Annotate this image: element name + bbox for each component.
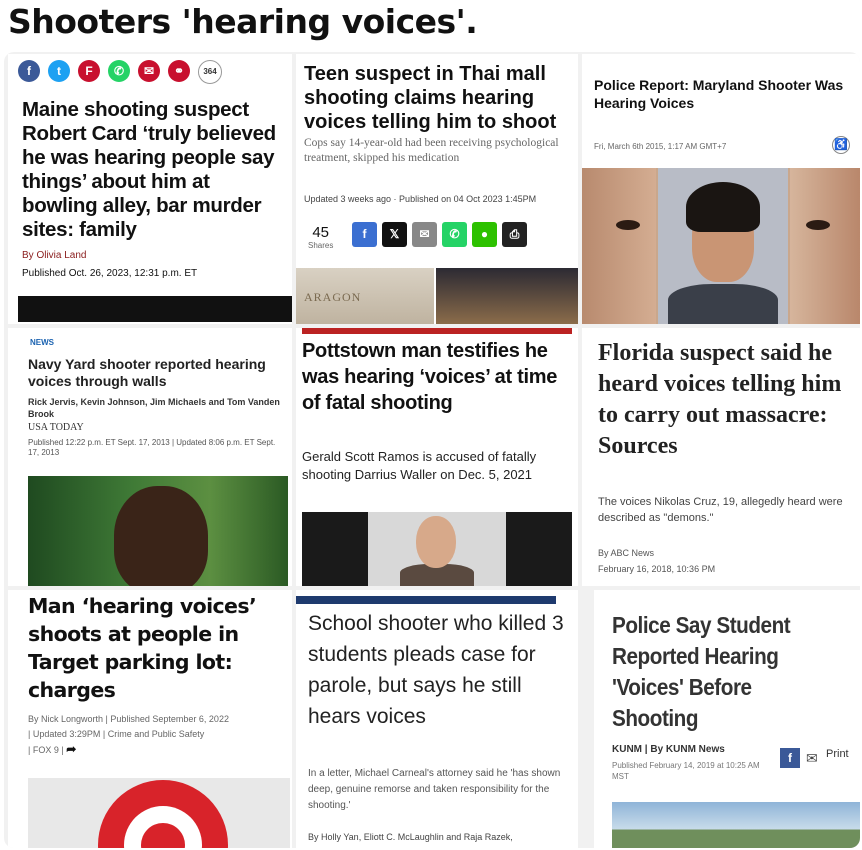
outlet: USA TODAY <box>28 422 84 433</box>
suspect-photo <box>582 168 860 324</box>
whatsapp-icon[interactable]: ✆ <box>442 222 467 247</box>
share-icons <box>18 60 222 84</box>
article-school-shooter <box>296 590 578 848</box>
article-florida <box>582 328 860 586</box>
byline: By ABC News <box>598 548 655 558</box>
headline[interactable]: Man ‘hearing voices’ shoots at people in Target parking lot: charges <box>28 594 257 702</box>
published-date: Published 12:22 p.m. ET Sept. 17, 2013 | Updated 8:06 p.m. ET Sept. 17, 2013 <box>28 438 276 457</box>
share-arrow-icon[interactable]: ➦ <box>66 742 77 756</box>
headline[interactable]: Maine shooting suspect Robert Card ‘truly believed he was hearing people say things’ about him at bowling alley, bar murder sites: family <box>22 98 276 241</box>
published-date: Published February 14, 2019 at 10:25 AM MST <box>612 761 760 781</box>
mall-night-photo <box>436 268 578 324</box>
meta-outlet: | FOX 9 | <box>28 745 64 755</box>
link-icon[interactable]: ⚭ <box>168 60 190 82</box>
mugshot <box>658 168 788 324</box>
subheadline: Cops say 14-year-old had been receiving psychological treatment, skipped his medication <box>304 137 559 164</box>
headline[interactable]: Police Say Student Reported Hearing 'Voices' Before Shooting <box>612 612 791 731</box>
section-label[interactable]: NEWS <box>30 338 54 347</box>
published-date: February 16, 2018, 10:36 PM <box>598 564 716 574</box>
email-icon[interactable]: ✉ <box>412 222 437 247</box>
print-link[interactable]: Print <box>826 748 849 760</box>
headline-collage <box>4 52 860 848</box>
eye-closeup-right <box>790 168 860 324</box>
published-date: Published Oct. 26, 2023, 12:31 p.m. ET <box>22 268 198 279</box>
article-target-lot <box>8 590 292 848</box>
subheadline: In a letter, Michael Carneal's attorney said he 'has shown deep, genuine remorse and taken responsibility for the shooting.' <box>308 768 561 811</box>
article-pottstown <box>296 328 578 586</box>
headline[interactable]: Pottstown man testifies he was hearing ‘voices’ at time of fatal shooting <box>302 340 558 414</box>
mall-photo <box>296 268 434 324</box>
byline[interactable]: By Olivia Land <box>22 250 87 261</box>
article-meta <box>28 712 290 758</box>
x-icon[interactable]: 𝕏 <box>382 222 407 247</box>
email-icon[interactable]: ✉ <box>806 750 818 766</box>
target-logo-photo <box>28 778 290 848</box>
headline[interactable]: Navy Yard shooter reported hearing voices through walls <box>28 356 266 389</box>
whatsapp-icon[interactable]: ✆ <box>108 60 130 82</box>
suspect-photo <box>28 476 288 586</box>
headline[interactable]: Police Report: Maryland Shooter Was Hearing Voices <box>594 77 844 111</box>
byline: By Holly Yan, Eliott C. McLaughlin and Raja Razek, <box>308 832 513 842</box>
flipboard-icon[interactable]: F <box>78 60 100 82</box>
authors: Rick Jervis, Kevin Johnson, Jim Michaels and Tom Vanden Brook <box>28 397 280 419</box>
subheadline: The voices Nikolas Cruz, 19, allegedly heard were described as "demons." <box>598 496 843 524</box>
article-maine <box>8 54 292 324</box>
article-navy-yard <box>8 328 292 586</box>
source: KUNM | By KUNM News <box>612 744 725 755</box>
email-icon[interactable]: ✉ <box>138 60 160 82</box>
comment-count-badge[interactable]: 364 <box>198 60 222 84</box>
twitter-icon[interactable]: t <box>48 60 70 82</box>
post-title: Shooters 'hearing voices'. <box>8 2 478 41</box>
share-counter <box>308 224 333 250</box>
article-kunm <box>594 590 860 848</box>
facebook-icon[interactable]: f <box>352 222 377 247</box>
headline[interactable]: Teen suspect in Thai mall shooting claims hearing voices telling him to shoot <box>304 63 557 133</box>
article-maryland <box>582 54 860 324</box>
facebook-icon[interactable]: f <box>18 60 40 82</box>
meta-updated: | Updated 3:29PM | Crime and Public Safety <box>28 729 205 739</box>
suspect-photo <box>302 512 572 586</box>
meta-byline: By Nick Longworth | Published September 6, 2022 <box>28 714 229 724</box>
scene-photo <box>612 802 860 848</box>
wechat-icon[interactable]: ● <box>472 222 497 247</box>
accessibility-icon[interactable]: ♿ <box>832 136 850 154</box>
share-count: 45 <box>312 224 330 241</box>
published-date: Fri, March 6th 2015, 1:17 AM GMT+7 <box>594 142 727 151</box>
print-icon[interactable]: ⎙ <box>502 222 527 247</box>
facebook-icon[interactable]: f <box>780 748 800 768</box>
headline[interactable]: School shooter who killed 3 students pleads case for parole, but says he still hears voices <box>308 612 564 728</box>
share-count-label: Shares <box>308 241 334 250</box>
share-buttons <box>352 222 527 247</box>
article-thai-mall <box>296 54 578 324</box>
mall-sign-text: ARAGON <box>304 290 362 304</box>
header-bar <box>296 596 556 604</box>
subscriber-banner <box>302 328 572 334</box>
eye-closeup-left <box>582 168 656 324</box>
headline[interactable]: Florida suspect said he heard voices telling him to carry out massacre: Sources <box>598 340 842 459</box>
updated-date: Updated 3 weeks ago · Published on 04 Oct 2023 1:45PM <box>304 194 537 204</box>
ad-bar <box>18 296 292 322</box>
subheadline: Gerald Scott Ramos is accused of fatally shooting Darrius Waller on Dec. 5, 2021 <box>302 449 537 482</box>
